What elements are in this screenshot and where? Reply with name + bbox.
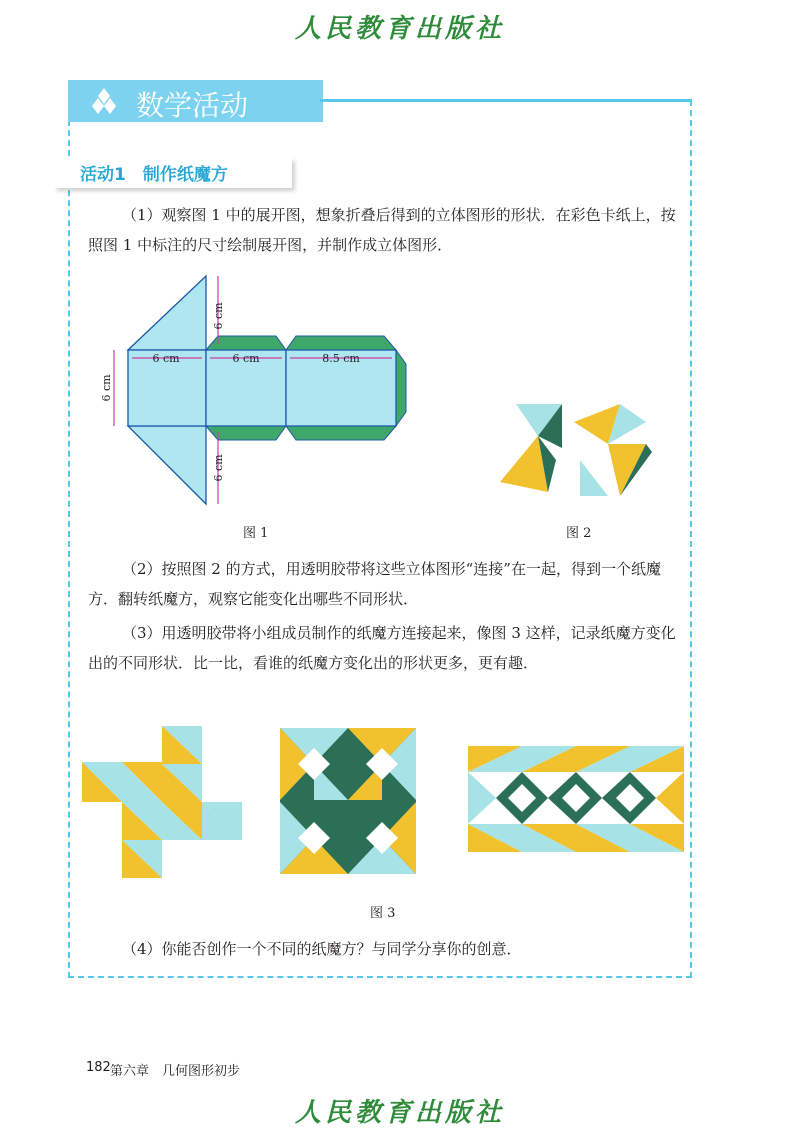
page-number: 182 [86, 1060, 111, 1075]
dim-top: 6 cm [212, 302, 225, 330]
paragraph-2: （2）按照图 2 的方式，用透明胶带将这些立体图形“连接”在一起，得到一个纸魔方．翻转纸魔方，观察它能变化出哪些不同形状． [88, 560, 661, 608]
banner-rule [320, 99, 692, 102]
net-triangle-bottom [128, 426, 206, 504]
paragraph-3: （3）用透明胶带将小组成员制作的纸魔方连接起来，像图 3 这样，记录纸魔方变化出的不同形状．比一比，看谁的纸魔方变化出的形状更多，更有趣． [88, 624, 676, 672]
chapter-title: 第六章 几何图形初步 [110, 1064, 241, 1079]
dim-left: 6 cm [100, 374, 113, 402]
publisher-logo-bottom: 人民教育出版社 [294, 1098, 505, 1128]
activity-title: 活动1 制作纸魔方 [80, 165, 228, 185]
figure-2-caption: 图 2 [566, 526, 592, 541]
figure-3-shape-3 [468, 744, 686, 854]
dim-c: 8.5 cm [322, 352, 360, 365]
dim-b: 6 cm [232, 352, 260, 365]
paragraph-4: （4）你能否创作一个不同的纸魔方？与同学分享你的创意． [122, 940, 522, 958]
section-title: 数学活动 [136, 89, 249, 122]
figure-1-caption: 图 1 [243, 526, 269, 541]
figure-3-shape-2 [280, 728, 416, 874]
net-flap-bottom-2 [286, 426, 396, 440]
net-flap-right [396, 350, 406, 426]
net-flap-top-2 [286, 336, 396, 350]
paragraph-1: （1）观察图 1 中的展开图，想象折叠后得到的立体图形的形状．在彩色卡纸上，按照图 1 中标注的尺寸绘制展开图，并制作成立体图形． [88, 206, 676, 254]
dim-a: 6 cm [152, 352, 180, 365]
dim-bottom: 6 cm [212, 454, 225, 482]
diamond-icon [88, 86, 120, 118]
figure-2-photo [496, 400, 664, 504]
net-triangle-top [128, 276, 206, 350]
figure-1-net [100, 272, 420, 512]
figure-3-shape-1 [82, 724, 248, 880]
figure-3-caption: 图 3 [370, 906, 396, 921]
publisher-logo-top: 人民教育出版社 [294, 14, 505, 44]
